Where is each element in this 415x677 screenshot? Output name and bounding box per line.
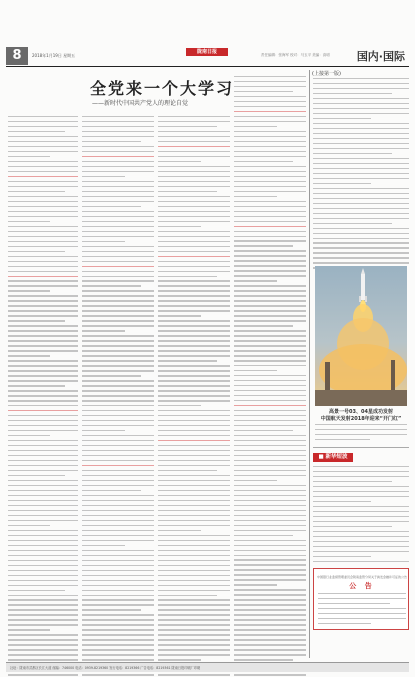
page-header — [6, 47, 409, 65]
rocket-launch-photo — [315, 266, 407, 406]
column-rule — [309, 70, 310, 658]
notice-box — [313, 568, 409, 630]
notice-text — [318, 593, 406, 628]
text-column-4 — [234, 76, 306, 677]
rocket-launch-image — [315, 266, 407, 406]
article-subtitle: ——新时代中国共产党人的理论自觉 — [92, 100, 189, 107]
issue-date: 2018年1月19日 星期五 — [32, 53, 76, 58]
notice-title: 公 告 — [349, 582, 375, 590]
continuation-label: (上接第一版) — [312, 71, 341, 77]
photo-caption-text — [315, 424, 407, 444]
photo-caption-line2: 中国航天发射2018年迎来“开门红” — [320, 416, 402, 422]
editor-credits: 责任编辑：张海军 校对：马玉平 美编：高明 — [261, 53, 330, 57]
right-text-block — [313, 78, 409, 272]
text-column-1 — [8, 116, 78, 677]
footer-text: 社址：陇南市武都区长江大道 邮编：746000 电话：0939-8219360 发行电话：8219366 广告电话：8219361 陇南日报印刷厂印刷 — [10, 666, 201, 670]
page-footer — [6, 662, 409, 672]
news-brief-box — [313, 447, 409, 564]
section-title: 国内·国际 — [356, 50, 405, 63]
masthead-logo: 陇南日报 — [186, 48, 228, 56]
news-brief-heading: ■ 新华短波 — [313, 453, 353, 462]
header-rule — [6, 66, 409, 67]
text-column-2 — [82, 116, 154, 677]
photo-caption-line1: 高景一号03、04星成功发射 — [329, 409, 393, 415]
text-column-3 — [158, 116, 230, 677]
news-brief-text — [313, 466, 409, 566]
article-title: 全党来一个大学习 — [89, 79, 234, 98]
page-number: 8 — [6, 47, 28, 65]
notice-pretitle: 中国银行业监督管理委员会陇南监管分局关于换发金融许可证的公告 — [316, 575, 407, 579]
